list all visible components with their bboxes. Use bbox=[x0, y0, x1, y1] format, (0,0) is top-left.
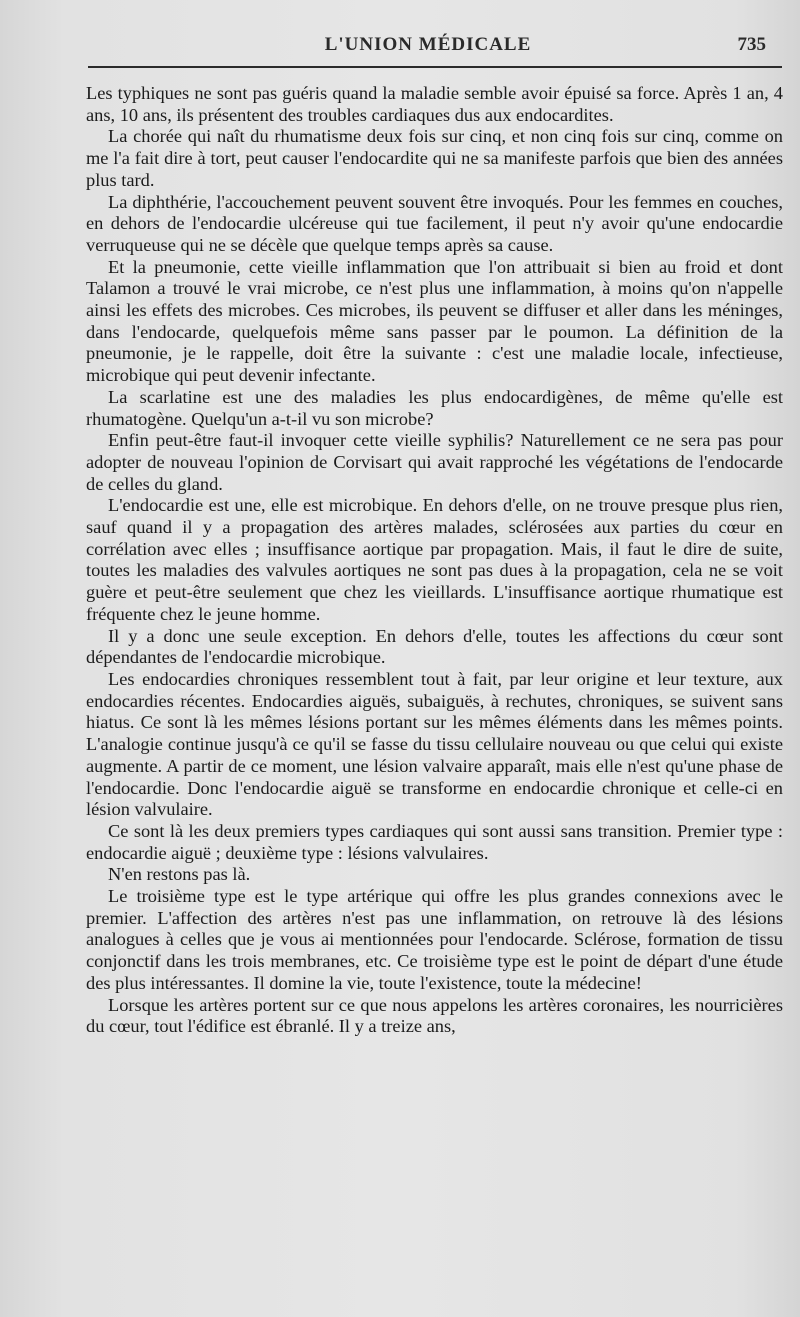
paragraph: La diphthérie, l'accouchement peuvent souvent être invoqués. Pour les femmes en couches, en dehors de l'endocardie ulcéreuse qui tue facilement, il peut n'y avoir qu'une endocardie verruqueuse qui ne se décèle que quelque temps après sa cause. bbox=[86, 191, 783, 255]
paragraph: Ce sont là les deux premiers types cardiaques qui sont aussi sans transition. Premier type : endocardie aiguë ; deuxième type : lésions valvulaires. bbox=[86, 820, 783, 863]
paragraph: Le troisième type est le type artérique qui offre les plus grandes connexions avec le premier. L'affection des artères n'est pas une inflammation, on retrouve là des lésions analogues à celles que je vous ai mentionnées pour l'endocarde. Sclérose, formation de tissu conjonctif dans les trois membranes, etc. Ce troisième type est le point de départ d'une étude des plus intéressantes. Il domine la vie, toute l'existence, toute la médecine! bbox=[86, 886, 783, 993]
paragraph: Enfin peut-être faut-il invoquer cette vieille syphilis? Naturellement ce ne sera pas pour adopter de nouveau l'opinion de Corvisart qui avait rapproché les végétations de l'endocarde de celles du gland. bbox=[86, 430, 783, 494]
paragraph: Les typhiques ne sont pas guéris quand la maladie semble avoir épuisé sa force. Après 1 an, 4 ans, 10 ans, ils présentent des troubles cardiaques dus aux endocardites. bbox=[86, 83, 783, 125]
paragraph: Il y a donc une seule exception. En dehors d'elle, toutes les affections du cœur sont dépendantes de l'endocardie microbique. bbox=[86, 625, 783, 668]
paragraph: L'endocardie est une, elle est microbique. En dehors d'elle, on ne trouve presque plus rien, sauf quand il y a propagation des artères malades, sclérosées aux parties du cœur en corrélation avec elles ; insuffisance aortique par propagation. Mais, il faut le dire de suite, toutes les maladies des valvules aortiques ne sont pas dues à la propagation, cela ne se voit guère et peut-être seulement que chez les vieillards. L'insuffisance aortique rhumatique est fréquente chez le jeune homme. bbox=[86, 495, 783, 624]
paragraph: Et la pneumonie, cette vieille inflammation que l'on attribuait si bien au froid et dont Talamon a trouvé le vrai microbe, ce n'est plus une inflammation, à moins qu'on n'appelle ainsi les effets des microbes. Ces microbes, ils peuvent se diffuser et aller dans les méninges, dans l'endocarde, quelquefois même sans passer par le poumon. La définition de la pneumonie, je le rappelle, doit être la suivante : c'est une maladie locale, infectieuse, microbique qui peut devenir infectante. bbox=[86, 256, 783, 386]
page-number: 735 bbox=[737, 34, 766, 55]
paragraph: La scarlatine est une des maladies les plus endocardigènes, de même qu'elle est rhumatogène. Quelqu'un a-t-il vu son microbe? bbox=[86, 386, 783, 429]
paragraph: Les endocardies chroniques ressemblent tout à fait, par leur origine et leur texture, aux endocardies récentes. Endocardies aiguës, subaiguës, à rechutes, chroniques, se suivent sans hiatus. Ce sont là les mêmes lésions portant sur les mêmes éléments dans les mêmes points. L'analogie continue jusqu'à ce qu'il se fasse du tissu cellulaire nouveau ou que celui qui existe augmente. A partir de ce moment, une lésion valvaire apparaît, mais elle n'est qu'une phase de l'endocardie. Donc l'endocardie aiguë se transforme en endocardie chronique et celle-ci en lésion valvulaire. bbox=[86, 668, 783, 820]
page-header bbox=[88, 34, 768, 64]
paragraph: Lorsque les artères portent sur ce que nous appelons les artères coronaires, les nourricières du cœur, tout l'édifice est ébranlé. Il y a treize ans, bbox=[86, 994, 783, 1037]
paragraph: N'en restons pas là. bbox=[108, 864, 251, 885]
paragraph: La chorée qui naît du rhumatisme deux fois sur cinq, et non cinq fois sur cinq, comme on me l'a fait dire à tort, peut causer l'endocardite qui ne sa manifeste parfois que bien des années plus tard. bbox=[86, 126, 783, 190]
article-body bbox=[86, 83, 783, 1038]
header-rule bbox=[88, 66, 782, 68]
running-title: L'UNION MÉDICALE bbox=[324, 34, 532, 55]
